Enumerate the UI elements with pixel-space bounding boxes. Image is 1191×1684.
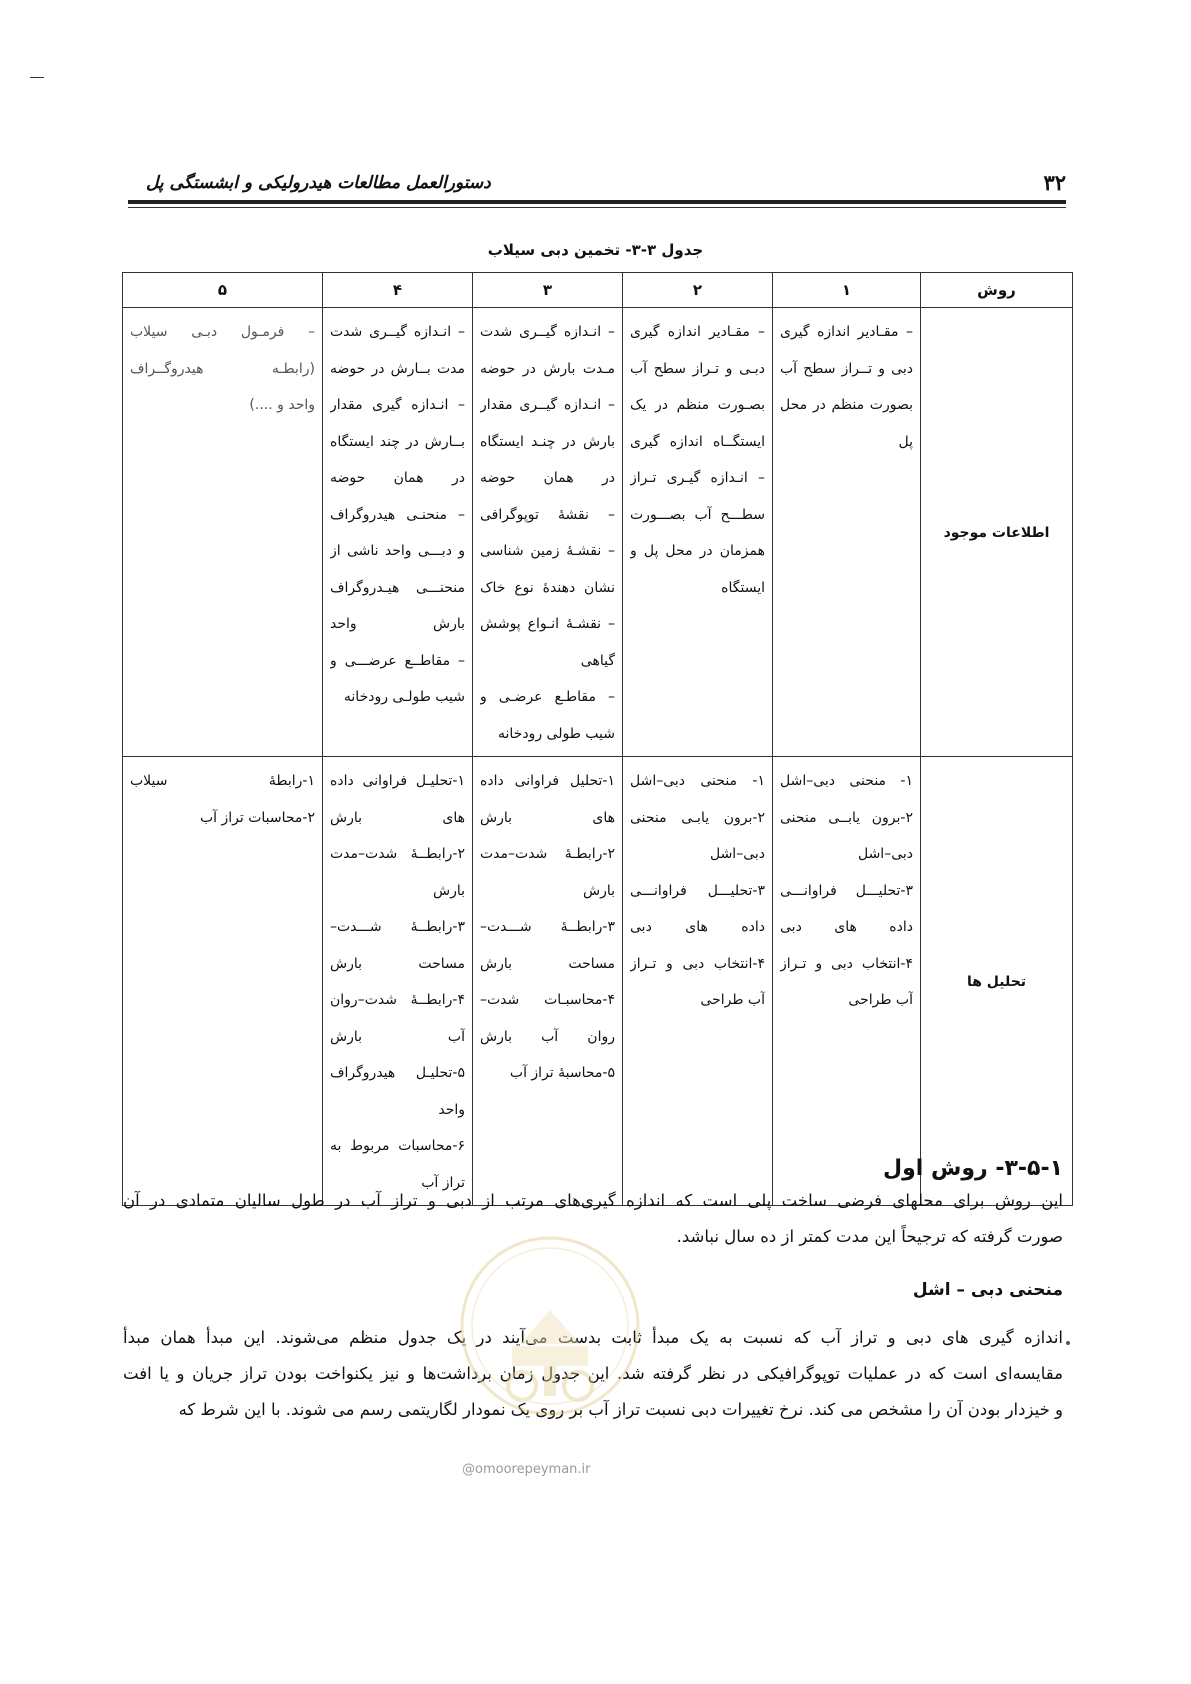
text-line: همزمان در محل پل و xyxy=(630,543,765,559)
table-header-row xyxy=(123,273,1073,308)
table-cell xyxy=(773,757,921,1206)
text-line: بارش xyxy=(582,882,615,899)
text-line: این روش برای محلهای فرضی ساخت پلی است که اندازه گیری‌های مرتب از دبی و تراز آب در طول سالیان متمادی در آن xyxy=(123,1191,1063,1210)
text-line: مساحت بارش xyxy=(330,955,465,972)
flood-discharge-table xyxy=(122,272,1073,1206)
text-line: مـدت بارش در حوضه xyxy=(480,360,615,377)
text-line: – انـدازه گیری مقدار xyxy=(330,397,465,413)
text-line: بصـورت منظم در یک xyxy=(630,397,765,413)
text-line: داده های دبی xyxy=(630,919,765,935)
column-header: ۱ xyxy=(773,273,921,308)
text-line: بــارش در چند ایستگاه xyxy=(330,433,465,450)
text-line: ۱-رابطهٔ سیلاب xyxy=(130,773,315,789)
table-cell xyxy=(123,308,323,757)
text-line: ۴-انتخاب دبی و تـراز xyxy=(780,955,913,972)
text-line: روان آب بارش xyxy=(480,1028,615,1045)
column-header: روش xyxy=(921,273,1073,308)
column-header: ۲ xyxy=(623,273,773,308)
text-line: و دبـــی واحد ناشی از xyxy=(330,543,465,559)
row-label: اطلاعات موجود xyxy=(921,308,1073,757)
text-line: واحد و ....) xyxy=(249,397,315,413)
text-line: ۱-تحلیل فراوانی داده xyxy=(480,773,615,789)
page-header xyxy=(128,170,1066,214)
text-line: در همان حوضه xyxy=(480,470,615,486)
text-line: مقایسه‌ای است که در عملیات توپوگرافیکی در نظر گرفته شد. این جدول زمان برداشت‌ها و نیز یکنواخت بودن تراز جریان و یا افت xyxy=(123,1364,1063,1383)
text-line: بصورت منظم در محل xyxy=(780,397,913,413)
text-line: – مقـادیر اندازه گیری xyxy=(780,324,913,340)
table-cell xyxy=(473,308,623,757)
text-line: گیاهی xyxy=(580,652,615,669)
text-line: ۱- منحنی دبی–اشل xyxy=(630,773,765,789)
text-line: واحد xyxy=(438,1101,465,1118)
text-line: دبی–اشل xyxy=(857,846,913,862)
text-line: ۴-رابطــهٔ شدت–روان xyxy=(330,992,465,1008)
text-line: داده های دبی xyxy=(780,919,913,935)
text-line: ۲-برون یابـی منحنی xyxy=(630,809,765,826)
column-header: ۳ xyxy=(473,273,623,308)
text-line: بارش در چنـد ایستگاه xyxy=(480,433,615,450)
header-rule-thin xyxy=(128,207,1066,208)
subsection-title: منحنی دبی – اشل xyxy=(912,1280,1063,1300)
text-line: شیب طولـی رودخانه xyxy=(343,689,465,705)
text-line: ۱- منحنی دبی–اشل xyxy=(780,773,913,789)
table-cell xyxy=(323,308,473,757)
text-line: ۵-محاسبهٔ تراز آب xyxy=(509,1065,615,1081)
text-line: ۱-تحلیـل فراوانی داده xyxy=(330,773,465,789)
text-line: – نقشـهٔ زمین شناسی xyxy=(480,543,615,559)
text-line: (رابطـه هیدروگــراف xyxy=(130,360,315,377)
text-line: و خیزدار بودن آن را مشخص می کند. نرخ تغییرات دبی نسبت تراز آب بر روی یک نمودار لگاریتمی رسم می شوند. با این شرط که xyxy=(178,1400,1063,1419)
text-line: ۳-رابطــهٔ شـــدت– xyxy=(480,919,615,935)
text-line: ۳-تحلیـــل فراوانـــی xyxy=(630,882,765,899)
text-line: سطـــح آب بصـــورت xyxy=(630,506,765,523)
text-line: ۳-رابطــهٔ شـــدت– xyxy=(330,919,465,935)
text-line: ۶-محاسبات مربوط به xyxy=(330,1138,465,1154)
text-line: آب طراحی xyxy=(700,992,765,1008)
table-cell xyxy=(123,757,323,1206)
table-row-analyses xyxy=(123,757,1073,1206)
text-line: های بارش xyxy=(330,809,465,826)
stray-dot xyxy=(1066,1341,1070,1345)
text-line: ایستگاه xyxy=(721,579,765,596)
table-caption: جدول ۳-۳- تخمین دبی سیلاب xyxy=(487,241,704,259)
text-line: – انـدازه گیــری مقدار xyxy=(480,397,615,413)
text-line: دبی و تــراز سطح آب xyxy=(780,360,913,377)
section-title: ۳-۵-۱- روش اول xyxy=(883,1156,1063,1181)
text-line: دبی–اشل xyxy=(709,846,765,862)
text-line: ایستگــاه اندازه گیری xyxy=(630,433,765,450)
text-line: آب طراحی xyxy=(848,992,913,1008)
text-line: – مقـادیر اندازه گیری xyxy=(630,324,765,340)
text-line: ۲-محاسبات تراز آب xyxy=(199,809,315,826)
text-line: منحنـــی هیـدروگراف xyxy=(330,579,465,596)
table-cell xyxy=(473,757,623,1206)
text-line: در همان حوضه xyxy=(330,470,465,486)
text-line: صورت گرفته که ترجیحاً این مدت کمتر از ده سال نباشد. xyxy=(676,1227,1063,1246)
page-number: ۳۲ xyxy=(1043,170,1066,195)
text-line: تراز آب xyxy=(421,1174,465,1191)
text-line: ۲-رابطــهٔ شدت–مدت xyxy=(330,846,465,862)
text-line: ۲-رابطـهٔ شدت–مدت xyxy=(480,846,615,862)
table-cell xyxy=(773,308,921,757)
text-line: مساحت بارش xyxy=(480,955,615,972)
text-line: اندازه گیری های دبی و تراز آب که نسبت به یک مبدأ ثابت بدست می‌آیند در یک جدول منظم می‌شوند. این مبدأ همان مبدأ xyxy=(123,1328,1063,1347)
table-row-available-data xyxy=(123,308,1073,757)
text-line: – انـدازه گیـری تـراز xyxy=(630,470,765,486)
text-line: مدت بــارش در حوضه xyxy=(330,360,465,377)
table-cell xyxy=(323,757,473,1206)
header-rule-thick xyxy=(128,200,1066,204)
column-header: ۴ xyxy=(323,273,473,308)
text-line: بارش واحد xyxy=(330,616,465,632)
text-line: ۲-برون یابــی منحنی xyxy=(780,809,913,826)
text-line: های بارش xyxy=(480,809,615,826)
text-line: بارش xyxy=(432,882,465,899)
text-line: ۵-تحلیـل هیدروگراف xyxy=(330,1065,465,1081)
text-line: ۴-انتخاب دبی و تـراز xyxy=(630,955,765,972)
text-line: دبـی و تـراز سطح آب xyxy=(630,360,765,377)
text-line: ۴-محاسبـات شدت– xyxy=(480,992,615,1008)
text-line: – انـدازه گیــری شدت xyxy=(480,324,615,340)
table-cell xyxy=(623,308,773,757)
text-line: – مقاطـع عرضـی و xyxy=(480,689,615,705)
text-line: ۳-تحلیـــل فراوانـــی xyxy=(780,882,913,899)
text-line: آب بارش xyxy=(330,1028,465,1045)
column-header: ۵ xyxy=(123,273,323,308)
text-line: – نقشهٔ توپوگرافی xyxy=(480,506,615,523)
row-label: تحلیل ها xyxy=(921,757,1073,1206)
running-title: دستورالعمل مطالعات هیدرولیکی و ابشستگی پل xyxy=(146,173,491,193)
text-line: – انـدازه گیــری شدت xyxy=(330,324,465,340)
text-line: – نقشـهٔ انـواع پوشش xyxy=(480,616,615,632)
text-line: – منحنـی هیدروگراف xyxy=(330,506,465,523)
corner-mark xyxy=(30,77,44,78)
text-line: شیب طولی رودخانه xyxy=(498,725,615,742)
watermark-logo xyxy=(450,1226,650,1456)
text-line: – مقاطــع عرضـــی و xyxy=(330,652,465,669)
text-line: نشان دهندهٔ نوع خاک xyxy=(480,579,615,596)
watermark-url: @omoorepeyman.ir xyxy=(462,1462,591,1477)
text-line: – فرمـول دبـی سیلاب xyxy=(130,324,315,340)
text-line: پل xyxy=(898,433,913,450)
table-cell xyxy=(623,757,773,1206)
